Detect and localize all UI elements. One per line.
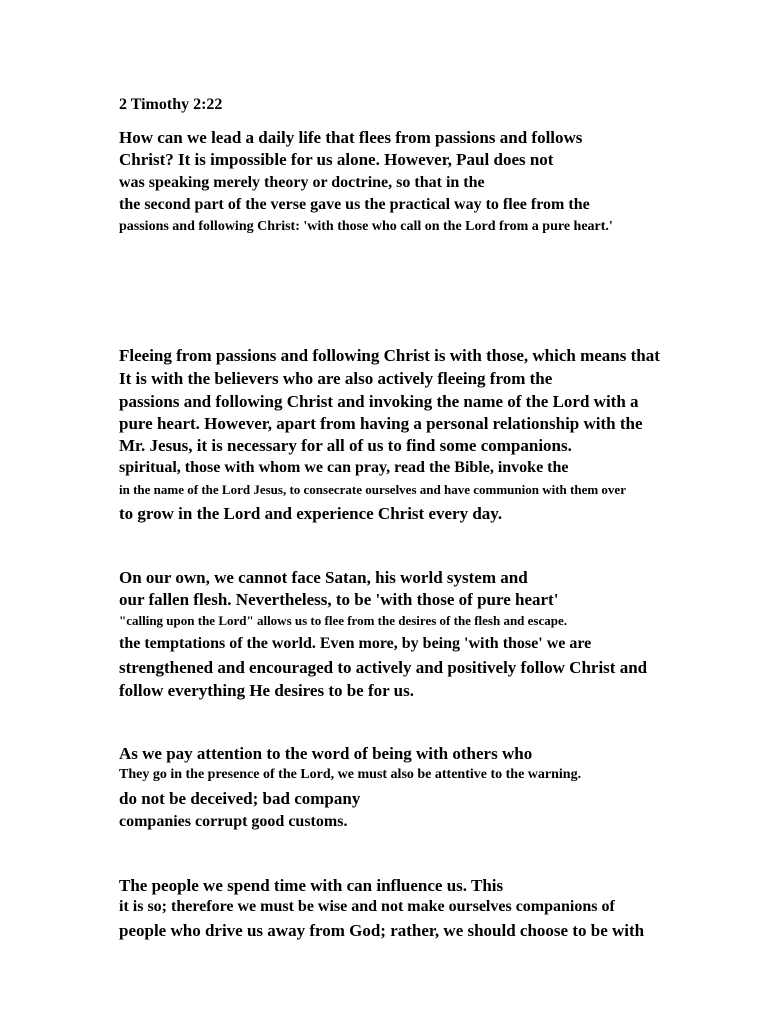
paragraph-line: As we pay attention to the word of being with others who (119, 744, 533, 763)
paragraph-line: was speaking merely theory or doctrine, so that in the (119, 174, 485, 191)
paragraph-line: passions and following Christ: 'with those who call on the Lord from a pure heart.' (119, 219, 613, 234)
paragraph-line: Mr. Jesus, it is necessary for all of us to find some companions. (119, 436, 572, 455)
paragraph-line: the temptations of the world. Even more, by being 'with those' we are (119, 635, 592, 652)
paragraph-line: "calling upon the Lord" allows us to flee from the desires of the flesh and escape. (119, 613, 568, 628)
paragraph-line: it is so; therefore we must be wise and not make ourselves companions of (119, 898, 615, 915)
paragraph-line: Fleeing from passions and following Christ is with those, which means that (119, 346, 660, 365)
paragraph-line: the second part of the verse gave us the practical way to flee from the (119, 196, 590, 213)
paragraph-line: in the name of the Lord Jesus, to consecrate ourselves and have communion with them over (119, 482, 626, 497)
paragraph-line: It is with the believers who are also actively fleeing from the (119, 369, 553, 388)
paragraph-line: pure heart. However, apart from having a personal relationship with the (119, 414, 643, 433)
paragraph-line: On our own, we cannot face Satan, his world system and (119, 568, 528, 587)
paragraph-line: our fallen flesh. Nevertheless, to be 'with those of pure heart' (119, 590, 559, 609)
paragraph-line: How can we lead a daily life that flees from passions and follows (119, 128, 583, 147)
document-title: 2 Timothy 2:22 (119, 96, 223, 113)
paragraph-line: strengthened and encouraged to actively and positively follow Christ and (119, 658, 648, 677)
paragraph-line: Christ? It is impossible for us alone. However, Paul does not (119, 150, 554, 169)
paragraph-line: companies corrupt good customs. (119, 813, 348, 830)
paragraph-line: follow everything He desires to be for us. (119, 681, 414, 700)
paragraph-line: They go in the presence of the Lord, we must also be attentive to the warning. (119, 767, 582, 782)
paragraph-line: to grow in the Lord and experience Christ every day. (119, 504, 503, 523)
paragraph-line: do not be deceived; bad company (119, 789, 361, 808)
paragraph-line: passions and following Christ and invoking the name of the Lord with a (119, 392, 639, 411)
paragraph-line: people who drive us away from God; rather, we should choose to be with (119, 921, 645, 940)
paragraph-line: The people we spend time with can influence us. This (119, 876, 504, 895)
paragraph-line: spiritual, those with whom we can pray, read the Bible, invoke the (119, 459, 569, 476)
